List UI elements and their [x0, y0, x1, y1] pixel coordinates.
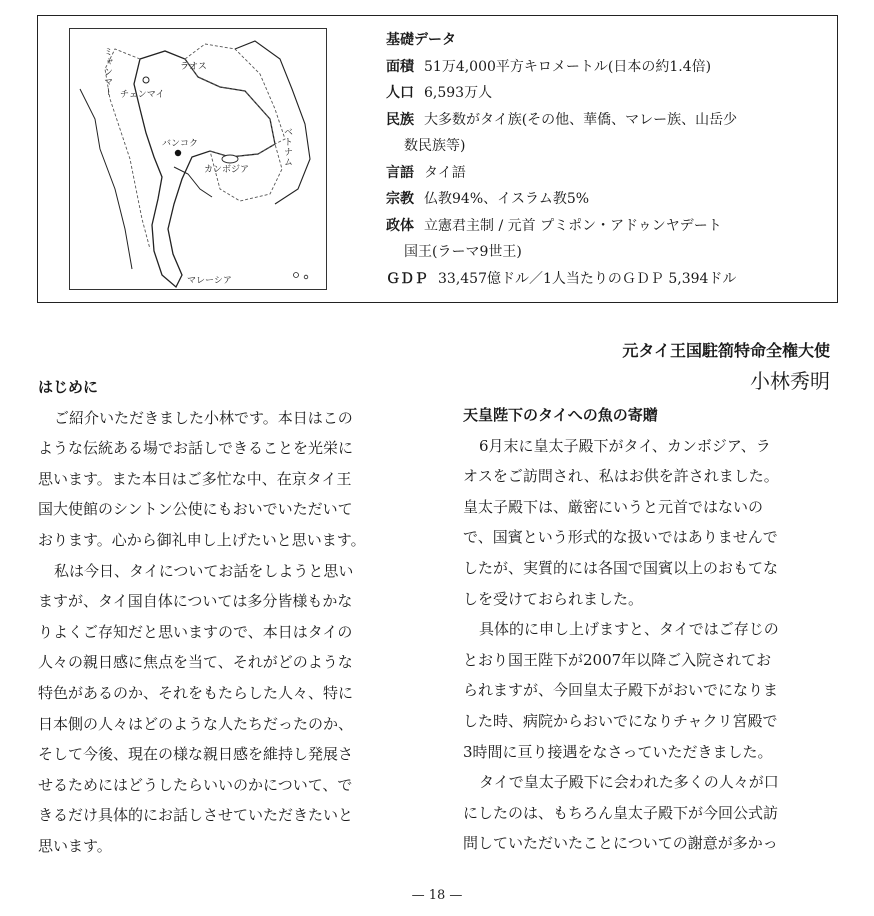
fact-population — [386, 80, 826, 107]
text-line: 3時間に亘り接遇をなさっていただきました。 — [463, 742, 773, 761]
thailand-map — [69, 28, 327, 290]
fact-language — [386, 160, 826, 187]
map-label-myanmar: ミャンマー — [102, 47, 112, 97]
text-line: 思います。 — [38, 836, 112, 855]
map-label-malaysia: マレーシア — [187, 276, 232, 286]
fact-label: 政体 — [386, 217, 414, 234]
fact-label: 民族 — [386, 111, 414, 128]
fact-value: 51万4,000平方キロメートル(日本の約1.4倍) — [424, 58, 712, 75]
fact-label: 面積 — [386, 58, 414, 75]
text-line: しを受けておられました。 — [463, 589, 644, 608]
text-line: られますが、今回皇太子殿下がおいでになりま — [463, 681, 779, 700]
text-line: 人々の親日感に焦点を当て、それがどのような — [38, 653, 353, 672]
text-line: にしたのは、もちろん皇太子殿下が今回公式訪 — [463, 803, 779, 822]
fact-religion — [386, 186, 826, 213]
bangkok-marker — [175, 150, 181, 156]
text-line: 皇太子殿下は、厳密にいうと元首ではないの — [463, 497, 764, 516]
section-heading-introduction: はじめに — [38, 378, 99, 396]
fact-value: 33,457億ドル／1人当たりのＧＤＰ 5,394ドル — [438, 270, 737, 287]
text-line: で、国賓という形式的な扱いではありませんで — [463, 528, 778, 547]
fact-ethnicity — [386, 107, 826, 134]
left-column — [38, 372, 413, 862]
chiang-mai-marker — [143, 77, 149, 83]
page-number: — 18 — — [411, 888, 463, 903]
text-line: きるだけ具体的にお話しさせていただきたいと — [38, 806, 354, 825]
text-line: とおり国王陛下が2007年以降ご入院されてお — [463, 650, 772, 669]
fact-value: 仏教94%、イスラム教5% — [424, 191, 590, 207]
text-line: 思います。また本日はご多忙な中、在京タイ王 — [38, 469, 352, 488]
text-line: 私は今日、タイについてお話をしようと思い — [54, 561, 354, 580]
text-line: そして今後、現在の様な親日感を維持し発展さ — [38, 745, 354, 764]
text-line: せるためにはどうしたらいいのかについて、で — [38, 775, 353, 794]
text-line: 日本側の人々はどのような人たちだったのか、 — [38, 714, 354, 733]
text-line: したが、実質的には各国で国賓以上のおもてな — [463, 558, 779, 577]
basic-data-list — [386, 27, 826, 292]
fact-value: 立憲君主制 / 元首 プミポン・アドゥンヤデート — [424, 217, 722, 234]
fact-value: 6,593万人 — [424, 85, 493, 101]
basic-data-title: 基礎データ — [386, 32, 456, 48]
fact-label: ＧＤＰ — [386, 270, 428, 287]
text-line: 国大使館のシントン公使にもおいでいただいて — [38, 500, 353, 519]
text-line: おります。心から御礼申し上げたいと思います。 — [38, 530, 366, 549]
text-line: 具体的に申し上げますと、タイではご存じの — [479, 620, 779, 639]
text-line: 6月末に皇太子殿下がタイ、カンボジア、ラ — [479, 436, 771, 455]
text-line: ような伝統ある場でお話しできることを光栄に — [38, 439, 354, 458]
section-heading-fish-gift: 天皇陛下のタイへの魚の寄贈 — [463, 406, 658, 424]
fact-label: 宗教 — [386, 191, 414, 207]
fact-label: 言語 — [386, 164, 414, 181]
map-label-cambodia: カンボジア — [204, 165, 250, 175]
author-title: 元タイ王国駐箚特命全権大使 — [622, 341, 830, 360]
text-line: ますが、タイ国自体については多分皆様もかな — [38, 592, 353, 611]
text-line: りよくご存知だと思いますので、本日はタイの — [38, 622, 353, 641]
fact-area — [386, 54, 826, 81]
fact-government — [386, 213, 826, 240]
map-label-vietnam: ベトナム — [282, 127, 292, 167]
right-column — [463, 400, 838, 859]
text-line: オスをご訪問され、私はお供を許されました。 — [463, 467, 779, 486]
text-line: した時、病院からおいでになりチャクリ宮殿で — [463, 711, 778, 730]
map-label-chiang-mai: チェンマイ — [120, 90, 165, 100]
fact-value: 大多数がタイ族(その他、華僑、マレー族、山岳少 — [424, 111, 738, 128]
fact-value: タイ語 — [424, 164, 466, 181]
text-line: 問していただいたことについての謝意が多かっ — [463, 834, 778, 853]
fact-ethnicity-continued: 数民族等) — [404, 138, 466, 154]
fact-government-continued: 国王(ラーマ9世王) — [404, 244, 522, 260]
map-label-laos: ラオス — [180, 62, 207, 72]
text-line: タイで皇太子殿下に会われた多くの人々が口 — [479, 773, 779, 792]
fact-gdp — [386, 266, 826, 293]
text-line: ご紹介いただきました小林です。本日はこの — [54, 408, 353, 427]
map-label-bangkok: バンコク — [162, 139, 199, 149]
author-name: 小林秀明 — [750, 369, 830, 393]
fact-label: 人口 — [386, 85, 414, 101]
text-line: 特色があるのか、それをもたらした人々、特に — [38, 683, 354, 702]
